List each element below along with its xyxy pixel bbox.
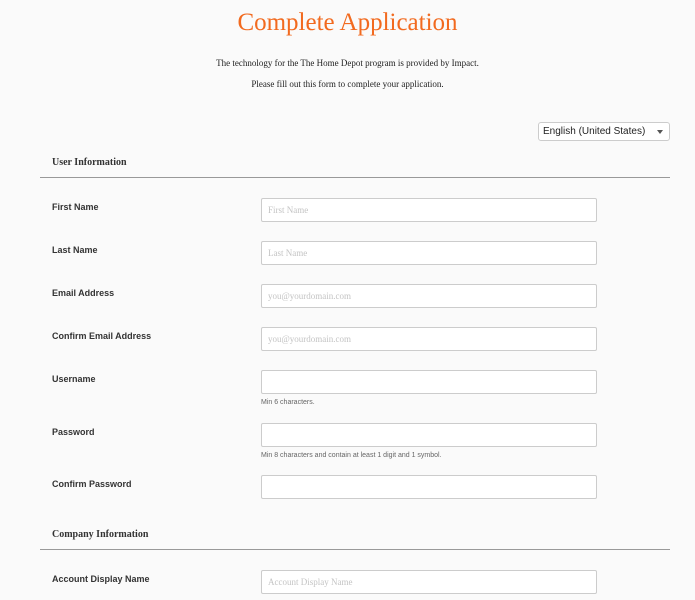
- intro-provider-text: The technology for the The Home Depot program is provided by Impact.: [216, 58, 479, 68]
- confirm-email-label: Confirm Email Address: [52, 331, 152, 341]
- account-display-name-label: Account Display Name: [52, 574, 150, 584]
- intro-instructions-text: Please fill out this form to complete your application.: [251, 79, 444, 89]
- username-input[interactable]: [261, 370, 597, 394]
- section-title-company-information: Company Information: [52, 529, 149, 540]
- last-name-label: Last Name: [52, 245, 98, 255]
- first-name-label: First Name: [52, 202, 99, 212]
- last-name-input[interactable]: [261, 241, 597, 265]
- username-hint: Min 6 characters.: [261, 399, 315, 406]
- confirm-password-input[interactable]: [261, 475, 597, 499]
- password-input[interactable]: [261, 423, 597, 447]
- confirm-email-input[interactable]: [261, 327, 597, 351]
- password-hint: Min 8 characters and contain at least 1 digit and 1 symbol.: [261, 452, 442, 459]
- account-display-name-input[interactable]: [261, 570, 597, 594]
- username-label: Username: [52, 374, 96, 384]
- section-divider: [40, 549, 670, 550]
- confirm-password-label: Confirm Password: [52, 479, 132, 489]
- section-divider: [40, 177, 670, 178]
- section-title-user-information: User Information: [52, 157, 127, 168]
- page-title: Complete Application: [237, 9, 458, 36]
- chevron-down-icon: [657, 130, 663, 134]
- language-select-value: English (United States): [543, 126, 646, 137]
- first-name-input[interactable]: [261, 198, 597, 222]
- password-label: Password: [52, 427, 95, 437]
- email-address-input[interactable]: [261, 284, 597, 308]
- language-select[interactable]: [538, 122, 670, 141]
- email-address-label: Email Address: [52, 288, 115, 298]
